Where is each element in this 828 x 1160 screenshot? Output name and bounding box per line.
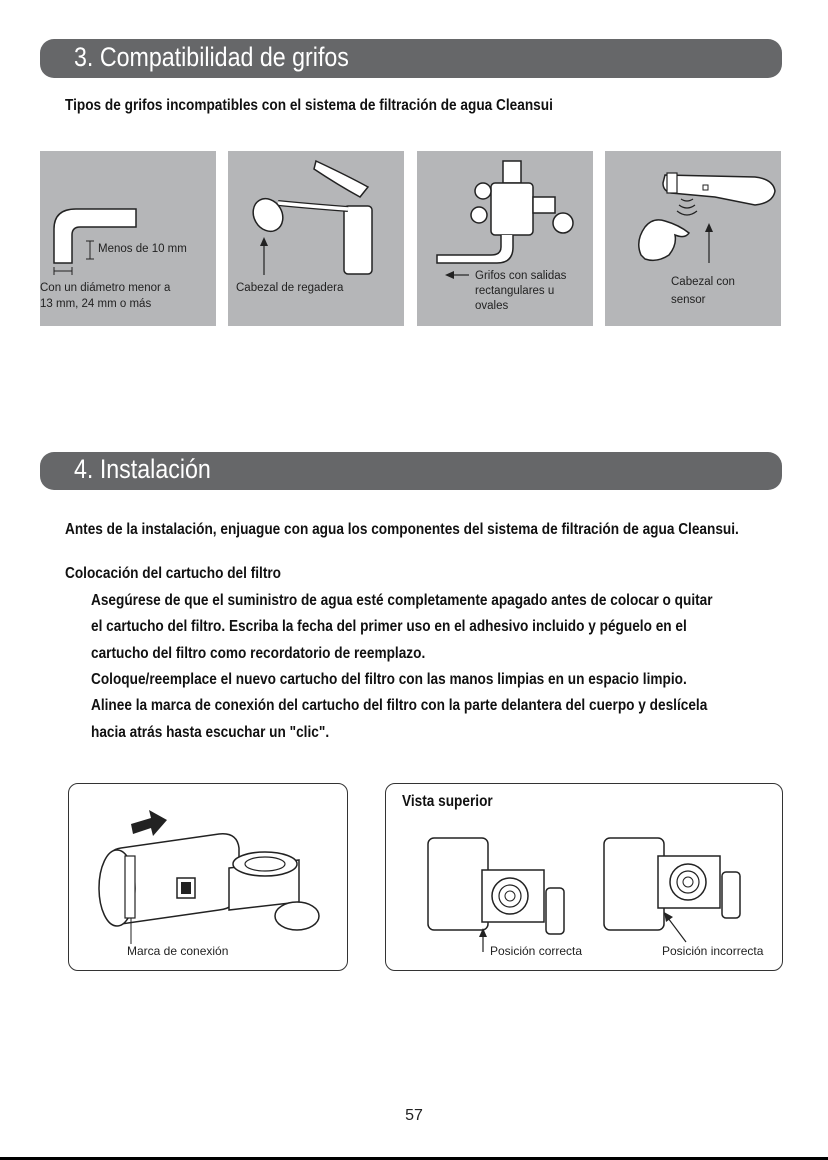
panel-3-caption-line-1: Grifos con salidas xyxy=(475,270,567,282)
faucet-panel-rectangular-outlet xyxy=(417,151,593,326)
filter-attach-illustration xyxy=(69,784,347,970)
faucet-panel-shower-head xyxy=(228,151,404,326)
section-3-subtitle: Tipos de grifos incompatibles con el sistema de filtración de agua Cleansui xyxy=(65,97,553,114)
figure-top-view xyxy=(385,783,783,971)
panel-3-caption-line-2: rectangulares u xyxy=(475,285,555,297)
figure-connection-mark xyxy=(68,783,348,971)
connection-mark-caption: Marca de conexión xyxy=(127,944,229,958)
panel-1-measure-label: Menos de 10 mm xyxy=(98,243,187,255)
section-4-intro: Antes de la instalación, enjuague con agua los componentes del sistema de filtración de agua Cleansui. xyxy=(65,521,739,538)
instruction-line-2: el cartucho del filtro. Escriba la fecha del primer uso en el adhesivo incluido y péguelo en el xyxy=(91,618,687,635)
faucet-panel-small-diameter xyxy=(40,151,216,326)
section-4-header xyxy=(40,452,782,490)
panel-1-caption-line-1: Con un diámetro menor a xyxy=(40,282,171,294)
section-4-subheading: Colocación del cartucho del filtro xyxy=(65,565,281,582)
panel-4-caption-line-2: sensor xyxy=(671,294,706,306)
section-4-title: 4. Instalación xyxy=(74,454,211,484)
top-view-title: Vista superior xyxy=(402,793,493,810)
correct-position-caption: Posición correcta xyxy=(490,944,583,958)
section-3-header xyxy=(40,39,782,78)
instruction-line-6: hacia atrás hasta escuchar un "clic". xyxy=(91,724,330,741)
instruction-line-5: Alinee la marca de conexión del cartucho del filtro con la parte delantera del cuerpo y deslícela xyxy=(91,697,708,714)
top-view-illustration xyxy=(386,784,782,970)
instruction-line-1: Asegúrese de que el suministro de agua esté completamente apagado antes de colocar o quitar xyxy=(91,592,713,609)
panel-3-caption-line-3: ovales xyxy=(475,300,509,312)
page-number: 57 xyxy=(405,1107,423,1124)
section-3-title: 3. Compatibilidad de grifos xyxy=(74,42,349,72)
shower-faucet-illustration xyxy=(228,151,404,326)
instruction-line-4: Coloque/reemplace el nuevo cartucho del filtro con las manos limpias en un espacio limpio. xyxy=(91,671,687,688)
instruction-line-3: cartucho del filtro como recordatorio de reemplazo. xyxy=(91,645,426,662)
panel-2-caption: Cabezal de regadera xyxy=(236,282,344,294)
panel-4-caption-line-1: Cabezal con xyxy=(671,276,735,288)
panel-1-caption-line-2: 13 mm, 24 mm o más xyxy=(40,298,152,310)
incorrect-position-caption: Posición incorrecta xyxy=(662,944,764,958)
faucet-panel-sensor-head xyxy=(605,151,781,326)
